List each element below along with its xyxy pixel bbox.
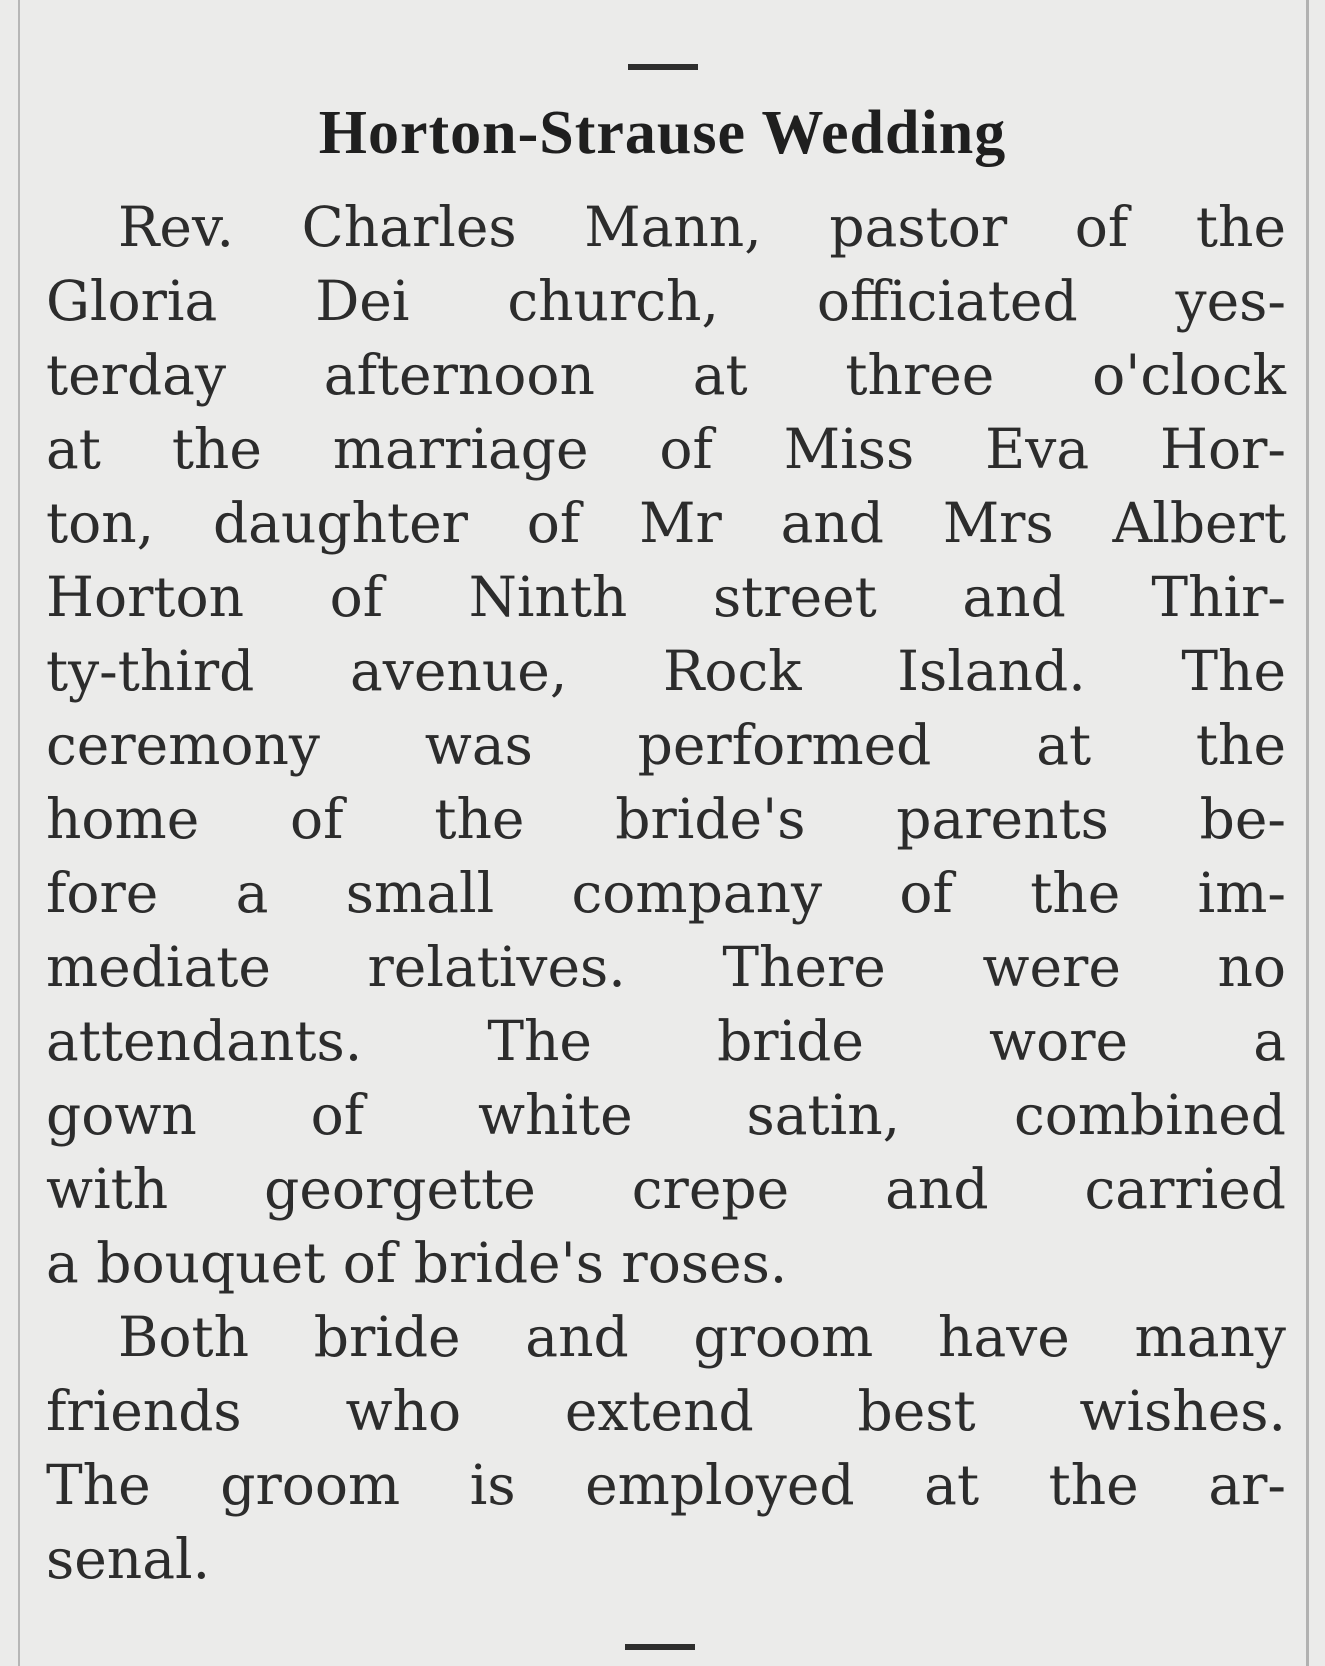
text-line: gown of white satin, combined bbox=[46, 1083, 1286, 1147]
column-rule-right bbox=[1306, 0, 1309, 1666]
text-line: friends who extend best wishes. bbox=[46, 1379, 1286, 1443]
text-line: Gloria Dei church, officiated yes- bbox=[46, 269, 1286, 333]
text-line: with georgette crepe and carried bbox=[46, 1157, 1286, 1221]
text-line: The groom is employed at the ar- bbox=[46, 1453, 1286, 1517]
article-headline: Horton-Strause Wedding bbox=[318, 99, 1007, 167]
text-line: Horton of Ninth street and Thir- bbox=[46, 565, 1286, 629]
text-line: Rev. Charles Mann, pastor of the bbox=[118, 195, 1286, 259]
text-line: mediate relatives. There were no bbox=[46, 935, 1286, 999]
text-line: ty-third avenue, Rock Island. The bbox=[46, 639, 1286, 703]
text-line: ceremony was performed at the bbox=[46, 713, 1286, 777]
paragraph-1 bbox=[46, 190, 1286, 1300]
text-line: a bouquet of bride's roses. bbox=[46, 1231, 788, 1295]
section-divider-bottom bbox=[625, 1644, 695, 1650]
section-divider-top bbox=[628, 64, 698, 70]
text-line: attendants. The bride wore a bbox=[46, 1009, 1286, 1073]
article-body bbox=[46, 190, 1286, 1596]
text-line: Both bride and groom have many bbox=[118, 1305, 1286, 1369]
text-line: fore a small company of the im- bbox=[46, 861, 1286, 925]
text-line: terday afternoon at three o'clock bbox=[46, 343, 1286, 407]
text-line: senal. bbox=[46, 1527, 211, 1591]
column-rule-left bbox=[18, 0, 20, 1666]
text-line: ton, daughter of Mr and Mrs Albert bbox=[46, 491, 1286, 555]
text-line: at the marriage of Miss Eva Hor- bbox=[46, 417, 1286, 481]
paragraph-2 bbox=[46, 1300, 1286, 1596]
text-line: home of the bride's parents be- bbox=[46, 787, 1286, 851]
